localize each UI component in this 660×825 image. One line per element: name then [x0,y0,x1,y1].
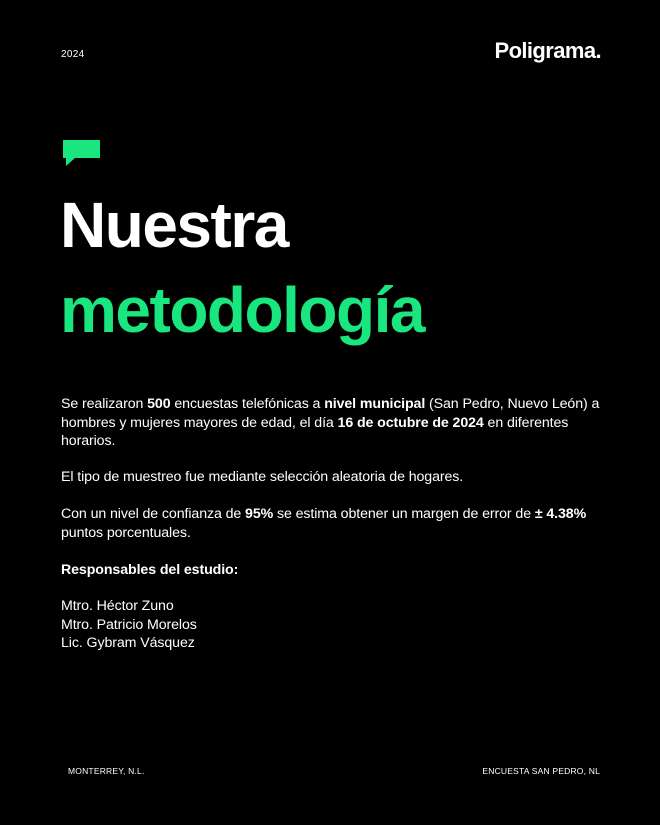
p1-text-2: encuestas telefónicas a [170,396,325,412]
p1-text-4: en diferentes horarios. [61,414,569,449]
responsable-item: Mtro. Héctor Zuno [61,598,174,614]
p3-text-3: puntos porcentuales. [61,524,191,541]
p1-bold-1: 500 [147,396,171,412]
footer-survey-name: ENCUESTA SAN PEDRO, NL [482,766,600,776]
responsable-item: Mtro. Patricio Morelos [61,616,197,633]
p1-text-3: (San Pedro, Nuevo León) a hombres y mujeres mayores de edad, el día [61,396,600,431]
p1-text-1: Se realizaron [61,396,148,412]
methodology-paragraph-1 [61,395,601,451]
footer-location: MONTERREY, N.L. [68,766,145,776]
p1-bold-2: nivel municipal [324,396,426,412]
p1-bold-3: 16 de octubre de 2024 [337,414,484,431]
responsables-heading: Responsables del estudio: [61,562,239,578]
brand-name: Poligrama [494,38,596,63]
methodology-paragraph-2: El tipo de muestreo fue mediante selección aleatoria de hogares. [61,469,464,485]
title-line-2: metodología [60,274,424,346]
year-label: 2024 [61,49,85,60]
methodology-paragraph-3 [61,505,601,542]
chat-bubble-icon [63,140,100,166]
p3-bold-2: ± 4.38% [534,506,587,522]
p3-text-2: se estima obtener un margen de error de [273,506,535,522]
p3-text-1: Con un nivel de confianza de [61,506,246,522]
responsables-list [61,597,601,653]
brand-dot: . [595,38,601,63]
responsable-item: Lic. Gybram Vásquez [61,635,195,651]
p3-bold-1: 95% [245,506,274,522]
brand-logo [495,38,602,64]
title-line-1: Nuestra [60,189,288,261]
